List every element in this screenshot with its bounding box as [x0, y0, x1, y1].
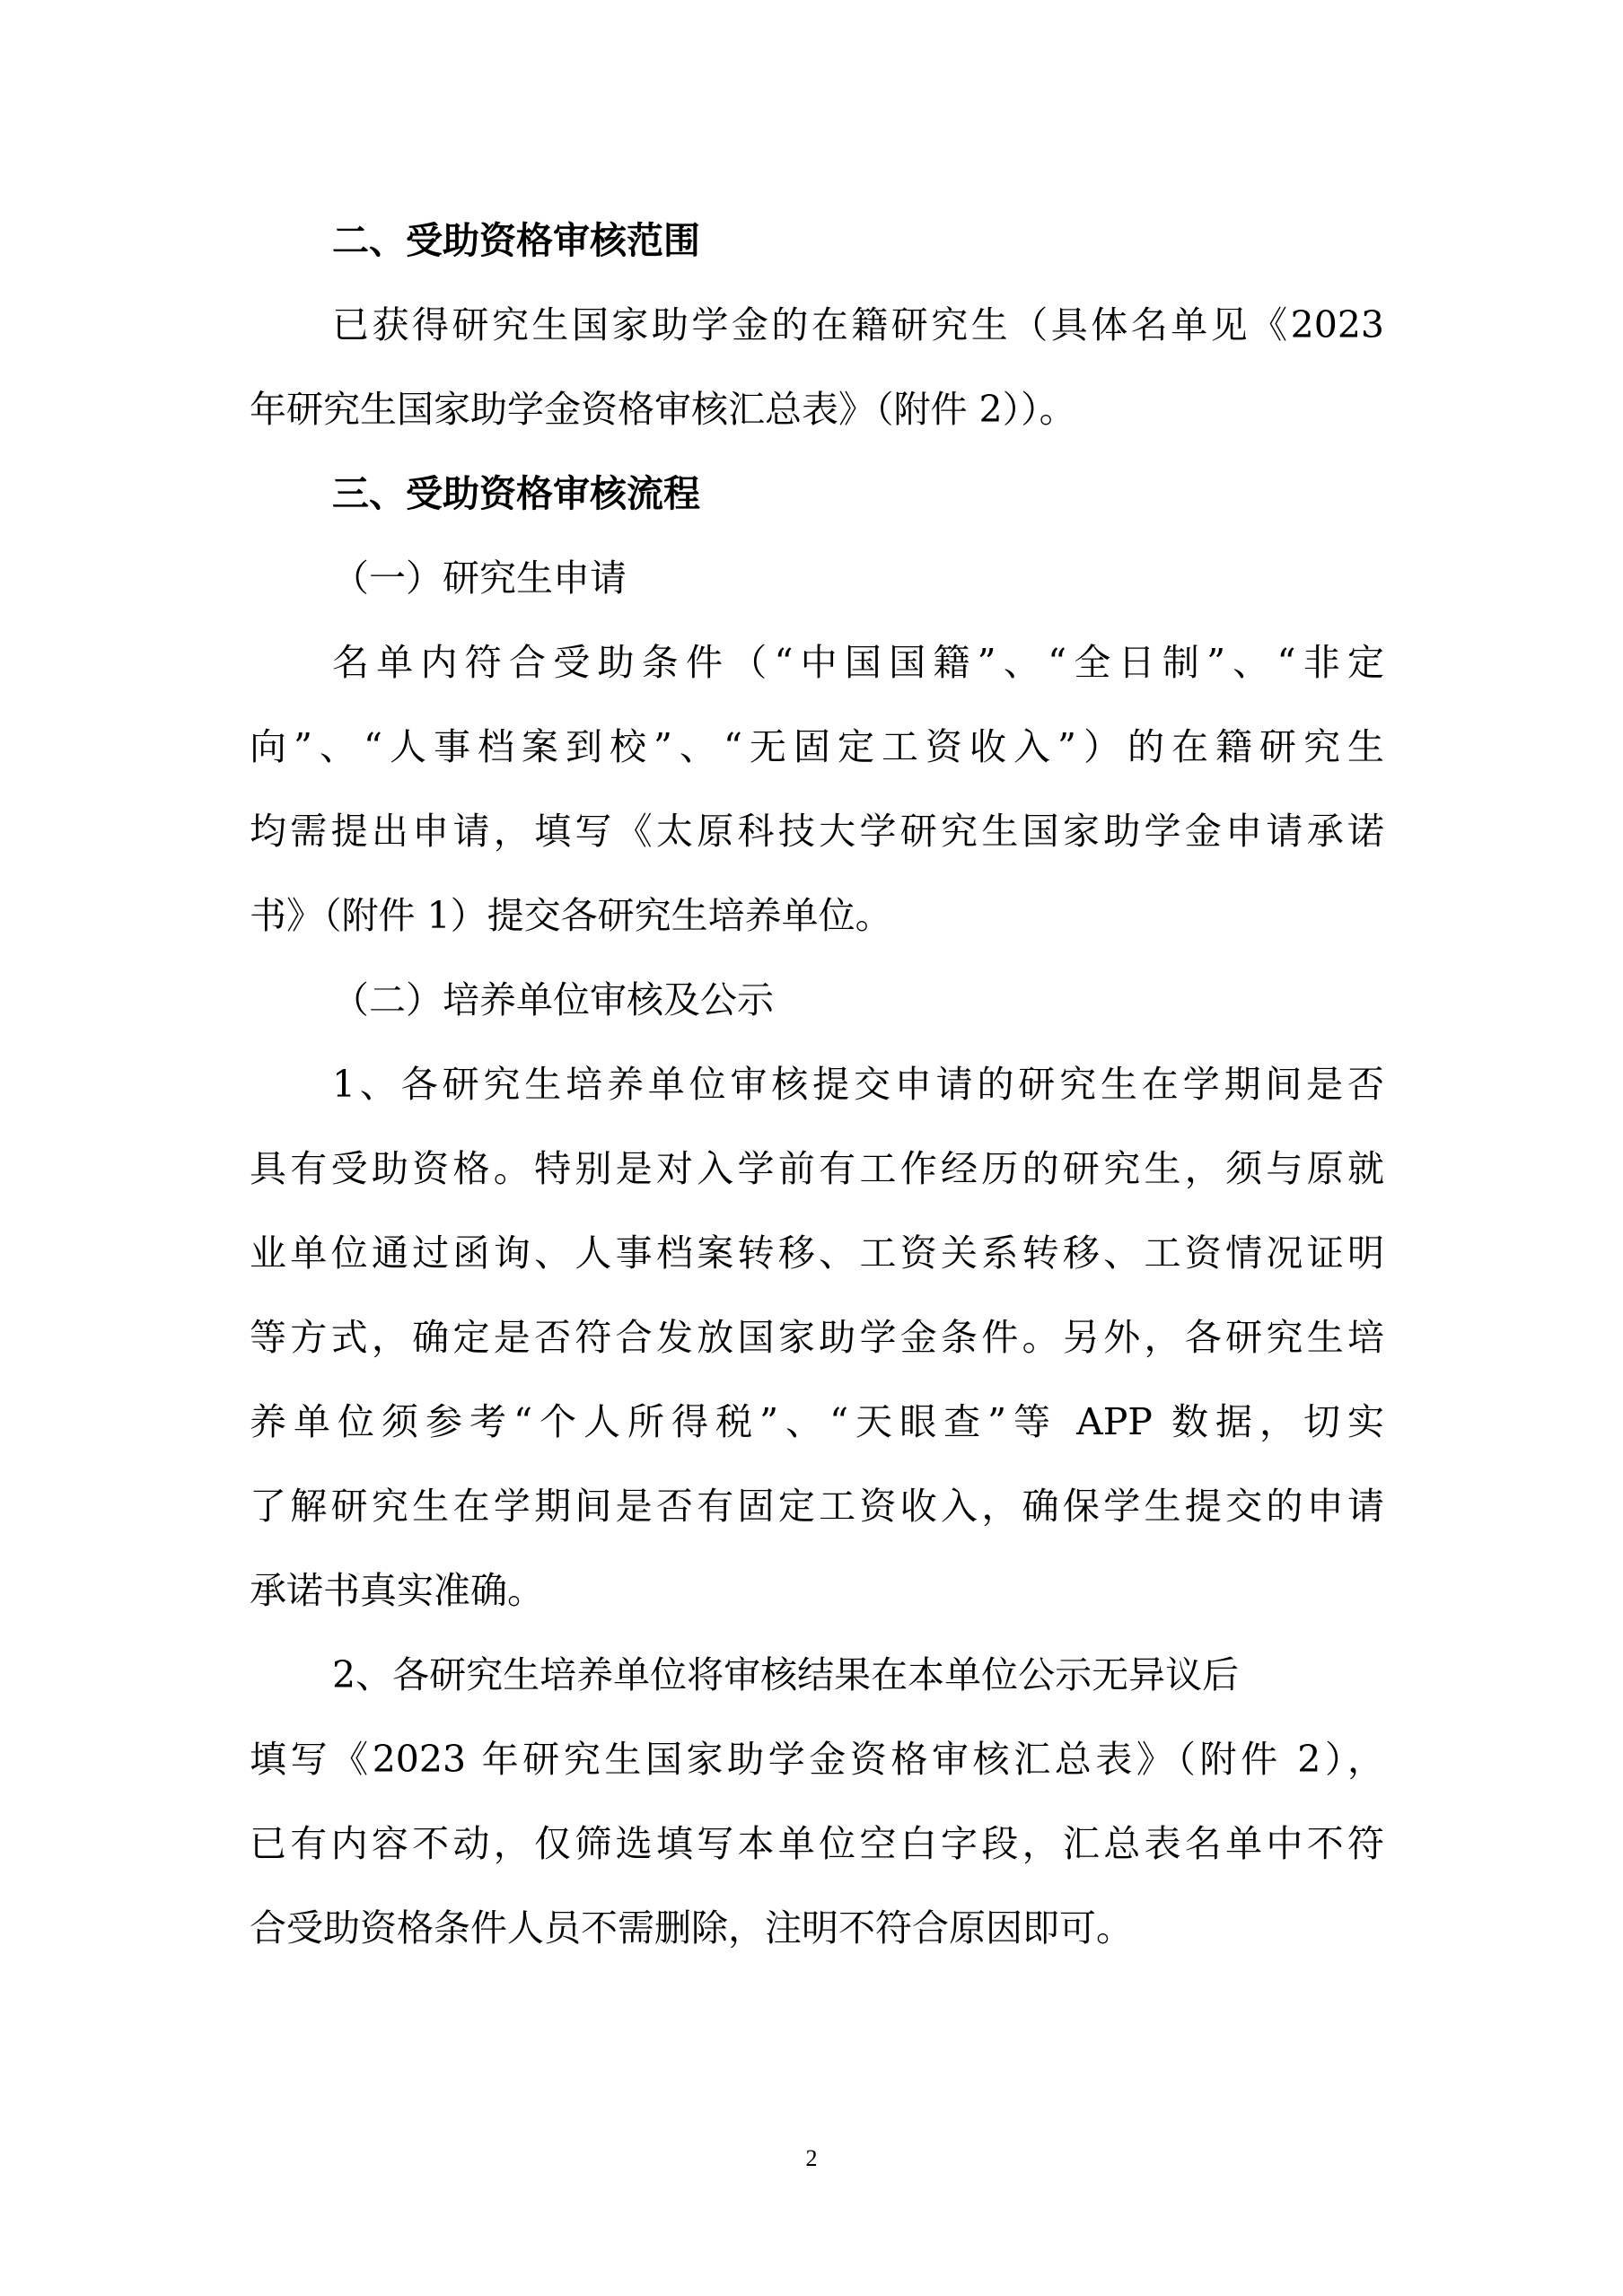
item-1-line: 具有受助资格。特别是对入学前有工作经历的研究生，须与原就	[250, 1147, 1384, 1190]
item-2-line: 已有内容不动，仅筛选填写本单位空白字段，汇总表名单中不符	[250, 1822, 1384, 1865]
item-1-line: 业单位通过函询、人事档案转移、工资关系转移、工资情况证明	[250, 1231, 1384, 1275]
subsection-1-paragraph-line: 均需提出申请，填写《太原科技大学研究生国家助学金申请承诺	[250, 810, 1384, 853]
subsection-1-title: （一）研究生申请	[332, 556, 627, 600]
subsection-2-title: （二）培养单位审核及公示	[332, 978, 774, 1021]
subsection-1-paragraph-line: 书》（附件 1）提交各研究生培养单位。	[250, 894, 892, 937]
item-2-line: 填写《2023 年研究生国家助学金资格审核汇总表》（附件 2），	[250, 1738, 1384, 1781]
item-1-line: 养单位须参考“个人所得税”、“天眼查”等 APP 数据，切实	[250, 1400, 1384, 1443]
page-number: 2	[805, 2145, 818, 2171]
item-1-line: 承诺书真实准确。	[250, 1569, 544, 1612]
item-2-line: 合受助资格条件人员不需删除，注明不符合原因即可。	[250, 1906, 1133, 1950]
subsection-1-paragraph-line: 名单内符合受助条件（“中国国籍”、“全日制”、“非定	[332, 641, 1384, 684]
section-2-heading: 二、受助资格审核范围	[332, 219, 700, 262]
section-2-paragraph-line: 已获得研究生国家助学金的在籍研究生（具体名单见《2023	[332, 303, 1384, 346]
item-1-line: 了解研究生在学期间是否有固定工资收入，确保学生提交的申请	[250, 1485, 1384, 1528]
item-1-line: 等方式，确定是否符合发放国家助学金条件。另外，各研究生培	[250, 1316, 1384, 1359]
item-1-line: 1、各研究生培养单位审核提交申请的研究生在学期间是否	[332, 1063, 1384, 1106]
item-2-line: 2、各研究生培养单位将审核结果在本单位公示无异议后	[332, 1653, 1240, 1696]
section-2-paragraph-line: 年研究生国家助学金资格审核汇总表》（附件 2））。	[250, 388, 1076, 431]
section-3-heading: 三、受助资格审核流程	[332, 472, 700, 515]
subsection-1-paragraph-line: 向”、“人事档案到校”、“无固定工资收入”）的在籍研究生	[250, 725, 1384, 768]
